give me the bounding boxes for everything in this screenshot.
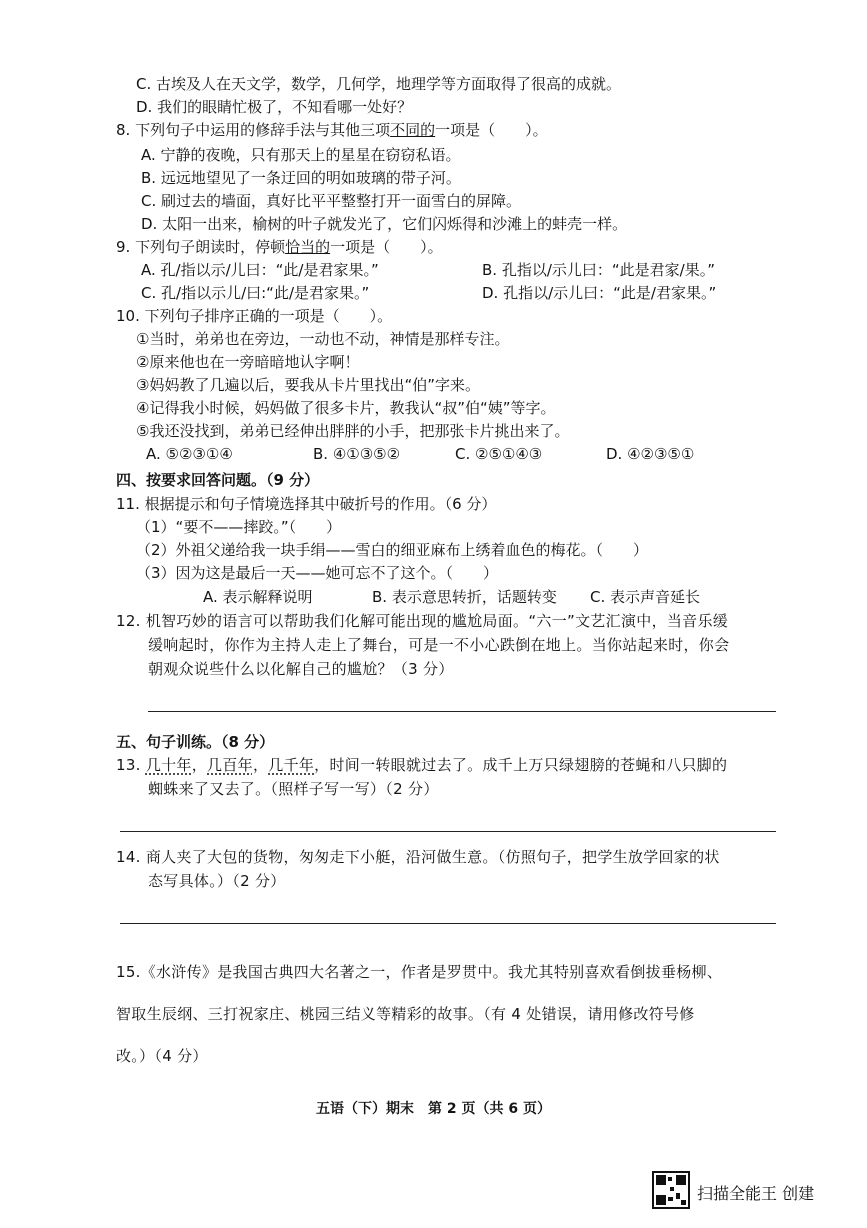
q9-option-c: C. 孔/指以示儿/曰:“此/是君家果。” — [141, 284, 370, 302]
q9-option-b: B. 孔指以/示儿曰：“此是君家/果。” — [482, 261, 715, 279]
q11-part-2: （2）外祖父递给我一块手绢——雪白的细亚麻布上绣着血色的梅花。（ ） — [136, 541, 649, 559]
q12-line-1: 12. 机智巧妙的语言可以帮助我们化解可能出现的尴尬局面。“六一”文艺汇演中，当音乐缓 — [116, 612, 729, 630]
q15-line-2: 智取生辰纲、三打祝家庄、桃园三结义等精彩的故事。（有 4 处错误，请用修改符号修 — [116, 1005, 695, 1023]
q12-line-3: 朝观众说些什么以化解自己的尴尬？（3 分） — [148, 660, 454, 678]
q10-option-d: D. ④②③⑤① — [606, 445, 695, 463]
q8-option-d: D. 太阳一出来，榆树的叶子就发光了，它们闪烁得和沙滩上的蚌壳一样。 — [141, 215, 628, 233]
q10-sentence-3: ③妈妈教了几遍以后，要我从卡片里找出“伯”字来。 — [136, 376, 480, 394]
q8-option-c: C. 刷过去的墙面，真好比平平整整打开一面雪白的屏障。 — [141, 192, 522, 210]
q9-stem-text: 9. 下列句子朗读时，停顿 — [116, 238, 286, 256]
section-4-heading: 四、按要求回答问题。（9 分） — [116, 471, 320, 489]
q11-part-1: （1）“要不——摔跤。”（ ） — [136, 518, 342, 536]
q13-rest: ，时间一转眼就过去了。成千上万只绿翅膀的苍蝇和八只脚的 — [314, 756, 728, 774]
q13-emphasis-1: 几十年 — [145, 756, 192, 774]
q10-option-b: B. ④①③⑤② — [313, 445, 401, 463]
q13-line-1 — [116, 753, 727, 777]
q9-stem — [116, 236, 443, 258]
qr-code-icon — [652, 1171, 690, 1209]
q13-number: 13. — [116, 756, 146, 774]
q10-option-a: A. ⑤②③①④ — [146, 445, 233, 463]
q11-part-3: （3）因为这是最后一天——她可忘不了这个。（ ） — [136, 564, 499, 582]
q10-sentence-2: ②原来他也在一旁暗暗地认字啊！ — [136, 353, 360, 371]
q12-line-2: 缓响起时，你作为主持人走上了舞台，可是一不小心跌倒在地上。当你站起来时，你会 — [148, 636, 730, 654]
q10-option-c: C. ②⑤①④③ — [455, 445, 543, 463]
q15-line-3: 改。）（4 分） — [116, 1047, 208, 1065]
q8-stem — [116, 119, 548, 141]
q10-stem: 10. 下列句子排序正确的一项是（ ）。 — [116, 307, 393, 325]
q9-stem-emphasis: 恰当的 — [285, 238, 331, 256]
q9-stem-tail: 一项是（ ）。 — [330, 238, 443, 256]
scanner-watermark: 扫描全能王 创建 — [697, 1184, 815, 1203]
q8-stem-text: 8. 下列句子中运用的修辞手法与其他三项 — [116, 121, 391, 139]
q14-answer-line[interactable] — [120, 923, 776, 924]
q10-sentence-1: ①当时，弟弟也在旁边，一动也不动，神情是那样专注。 — [136, 330, 510, 348]
q11-stem: 11. 根据提示和句子情境选择其中破折号的作用。（6 分） — [116, 495, 497, 513]
q13-emphasis-2: 几百年 — [207, 756, 253, 774]
q13-answer-line[interactable] — [120, 831, 776, 832]
q13-line-2: 蜘蛛来了又去了。（照样子写一写）（2 分） — [148, 780, 439, 798]
q8-stem-emphasis: 不同的 — [390, 121, 436, 139]
q13-sep-2: ， — [252, 756, 269, 774]
q8-option-a: A. 宁静的夜晚，只有那天上的星星在窃窃私语。 — [141, 146, 461, 164]
section-5-heading: 五、句子训练。（8 分） — [116, 733, 275, 751]
q14-line-1: 14. 商人夹了大包的货物，匆匆走下小艇，沿河做生意。（仿照句子，把学生放学回家的状 — [116, 848, 720, 866]
q11-choice-c: C. 表示声音延长 — [590, 588, 701, 606]
q7-option-c: C. 古埃及人在天文学，数学，几何学，地理学等方面取得了很高的成就。 — [136, 75, 622, 93]
q10-sentence-4: ④记得我小时候，妈妈做了很多卡片，教我认“叔”伯“姨”等字。 — [136, 399, 556, 417]
q11-choice-b: B. 表示意思转折，话题转变 — [372, 588, 557, 606]
q13-sep-1: ， — [191, 756, 208, 774]
q7-option-d: D. 我们的眼睛忙极了，不知看哪一处好？ — [136, 98, 413, 116]
q10-sentence-5: ⑤我还没找到，弟弟已经伸出胖胖的小手，把那张卡片挑出来了。 — [136, 422, 570, 440]
q14-line-2: 态写具体。）（2 分） — [148, 872, 286, 890]
q15-line-1: 15.《水浒传》是我国古典四大名著之一，作者是罗贯中。我尤其特别喜欢看倒拔垂杨柳、 — [116, 963, 723, 981]
page-footer: 五语（下）期末 第 2 页（共 6 页） — [316, 1101, 551, 1117]
q9-option-d: D. 孔指以/示儿曰：“此是/君家果。” — [482, 284, 717, 302]
q8-stem-tail: 一项是（ ）。 — [435, 121, 548, 139]
q11-choice-a: A. 表示解释说明 — [203, 588, 313, 606]
q13-emphasis-3: 几千年 — [268, 756, 315, 774]
q9-option-a: A. 孔/指以示/儿曰：“此/是君家果。” — [141, 261, 379, 279]
q12-answer-line[interactable] — [148, 711, 776, 712]
q8-option-b: B. 远远地望见了一条迂回的明如玻璃的带子河。 — [141, 169, 461, 187]
